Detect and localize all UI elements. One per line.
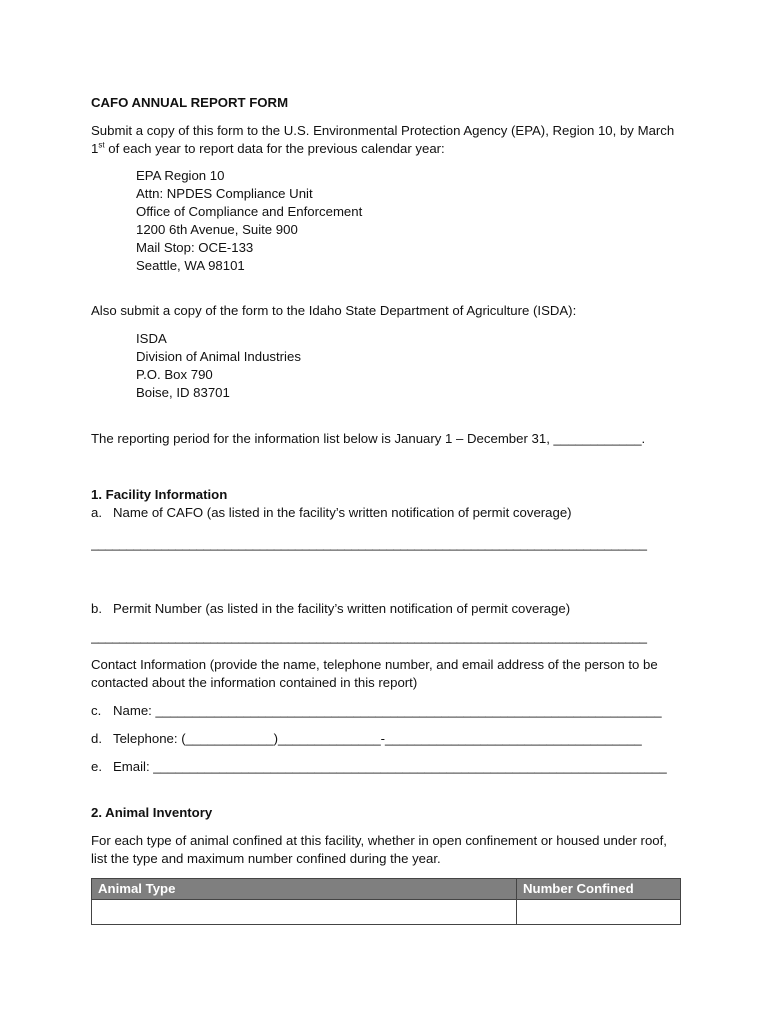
item-a — [91, 504, 681, 522]
epa-address-line: Mail Stop: OCE-133 — [136, 240, 254, 255]
item-label: b. — [91, 601, 102, 616]
permit-number-field[interactable]: _______________________________________________________________________________ — [91, 629, 647, 644]
item-d — [91, 730, 681, 748]
contact-info-text: Contact Information (provide the name, telephone number, and email address of the person to be contacted about the information contained in this report) — [91, 657, 658, 690]
item-b — [91, 600, 681, 618]
section-2-heading: 2. Animal Inventory — [91, 805, 213, 820]
item-label: a. — [91, 505, 102, 520]
animal-inventory-table — [91, 878, 681, 925]
isda-address-line: P.O. Box 790 — [136, 367, 213, 382]
intro-line-1: Submit a copy of this form to the U.S. Environmental Protection Agency (EPA), Region 10, by — [91, 123, 634, 138]
item-label: d. — [91, 731, 102, 746]
item-label: c. — [91, 703, 102, 718]
isda-address-line: ISDA — [136, 331, 167, 346]
section-2-text: For each type of animal confined at this facility, whether in open confinement or housed under roof, list the type and maximum number confined during the year. — [91, 833, 667, 866]
intro-superscript: st — [98, 140, 105, 150]
animal-type-cell[interactable] — [92, 900, 517, 925]
cafo-name-field[interactable]: _______________________________________________________________________________ — [91, 536, 647, 551]
intro-month: March 1 — [91, 123, 675, 156]
section-1-heading: 1. Facility Information — [91, 487, 228, 502]
epa-address-line: EPA Region 10 — [136, 168, 225, 183]
table-header-row — [92, 879, 681, 900]
form-page — [91, 94, 681, 925]
epa-address-line: 1200 6th Avenue, Suite 900 — [136, 222, 298, 237]
intro-line-2: of each year to report data for the previous calendar year: — [104, 141, 445, 156]
item-b-text: Permit Number (as listed in the facility’s written notification of permit coverage) — [113, 601, 571, 616]
email-field[interactable]: Email: ______________________________________________________________________ — [113, 759, 667, 774]
item-e — [91, 758, 681, 776]
header-number-confined: Number Confined — [517, 879, 681, 900]
contact-name-field[interactable]: Name: _____________________________________________________________________ — [113, 703, 662, 718]
form-title: CAFO ANNUAL REPORT FORM — [91, 95, 289, 110]
item-c — [91, 702, 681, 720]
header-animal-type: Animal Type — [92, 879, 517, 900]
reporting-period: The reporting period for the information list below is January 1 – December 31, ____________. — [91, 431, 646, 446]
epa-address-line: Attn: NPDES Compliance Unit — [136, 186, 313, 201]
epa-address-line: Seattle, WA 98101 — [136, 258, 245, 273]
item-a-text: Name of CAFO (as listed in the facility’s written notification of permit coverage) — [113, 505, 572, 520]
item-label: e. — [91, 759, 102, 774]
epa-address-line: Office of Compliance and Enforcement — [136, 204, 363, 219]
isda-address — [136, 330, 681, 402]
table-row — [92, 900, 681, 925]
isda-address-line: Division of Animal Industries — [136, 349, 301, 364]
intro-paragraph — [91, 122, 681, 158]
number-confined-cell[interactable] — [517, 900, 681, 925]
isda-intro: Also submit a copy of the form to the Idaho State Department of Agriculture (ISDA): — [91, 303, 577, 318]
isda-address-line: Boise, ID 83701 — [136, 385, 230, 400]
telephone-field[interactable]: Telephone: (____________)______________-___________________________________ — [113, 731, 642, 746]
epa-address — [136, 167, 681, 275]
